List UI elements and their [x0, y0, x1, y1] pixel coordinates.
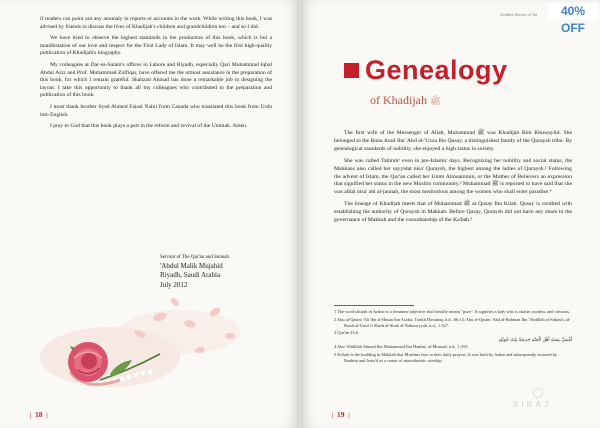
honorific-glyph: ﷺ [429, 97, 441, 107]
watermark: SIRAJ [513, 400, 552, 409]
footnote-3: 3 Qur'an 33:6. [334, 330, 360, 336]
right-page-number: ❘ 19 ❘ [330, 410, 352, 419]
footnote-5: 5 Ka'bah is the building in Makkah that Muslims face in their daily prayers. It was built by Adam and subsequently restored by Ibrahim and Isma'il as a center of monotheistic worship. [334, 351, 558, 363]
chapter-subtitle [370, 93, 441, 109]
watermark-logo-icon [533, 388, 543, 398]
right-paragraph-1: The first wife of the Messenger of Allah, Muhammad ﷺ was Khadijah Bint Khuwaylid. She belonged to the Banu Asad Ibn 'Abd al-'Uzza Ibn Qusay, a distinguished family of the Quraysh tribe. By genealogical standards of nobility, she enjoyed a high status in society. [334, 130, 572, 152]
left-paragraph-3: My colleagues at Dar-us-Salam's offices in Lahore and Riyadh, especially Qari Muhammad Iqbal Abdul Aziz and Prof. Muhammad Zulfiqar, have offered me the utmost assistance in the preparation of this book, for which I remain grateful. Shahzad Ahmad has done a remarkable job in designing the layout. I take this opportunity to thank all my colleagues who contributed to the preparation and publication of this book. [40, 61, 272, 99]
footnotes [334, 309, 572, 365]
right-paragraph-2: She was called Tahirah¹ even in pre-Islamic days. Recognizing her nobility and social status, the Makkans also called her sayyidat nisa' Quraysh, the highest among the ladies of Quraysh.² Following the advent of Islam, the Qur'an called her Umm Almuaminin, or the Mother of Believers an expression that signified her status in the new Muslim community.³ Muhammad ﷺ is reported to have said that she was afdal nisa' ahl al-jannah, the most meritorious among the women who shall enter paradise.⁴ [334, 157, 572, 196]
left-paragraph-2: We have tried to observe the highest standards in the production of this book, which is but a manifestation of our love and respect for the First Lady of Islam. It may well be the first high-quality publication of Khadijah's biography. [40, 35, 272, 57]
left-page-number-value: 18 [34, 410, 43, 419]
footnote-4: 4 Abu 'Abdillah Ahmad Ibn Muhammad Ibn Hanbal, al-Musnad, n.d., 1:293. [334, 343, 469, 349]
signature-block [160, 255, 280, 290]
running-head: Golden Stories of Sa [500, 12, 538, 17]
right-paragraph-3: The lineage of Khadijah meets that of Muhammad ﷺ at Qusay Ibn Kilab. Qusay is credited with establishing the authority of Quraysh in Makkah. Before Qusay, Quraysh did not have any share in the governance of Makkah and the custodianship of the Ka'bah.⁵ [334, 201, 572, 224]
left-paragraph-5: I pray to God that this book plays a part in the reform and revival of the Ummah. Amen. [50, 123, 248, 130]
footnote-2: 2 Abu al-Qasim 'Ali Ibn al-Hasan Ibn Asakir, Tarikh Dimashq, n.d., 66:14; Abu al-Qasim 'Abd al-Rahman Ibn 'Abdillah al-Suhayli, al-Rawd al-Unuf fi Sharh al-Sirah al-Nabawiyyah, n.d., 1:327. [334, 316, 571, 328]
footnote-1: 1 The word tahirah in Arabic is a feminine adjective that literally means "pure". It signifies a lady who is chaste, modest, and virtuous. [334, 309, 571, 314]
left-page-text [40, 16, 272, 135]
chapter-subtitle-text: of Khadijah [370, 93, 427, 107]
title-marker-square [344, 63, 359, 78]
left-paragraph-4: I must thank brother Syed Ahmed Faisal Nahri from Canada who translated this book from Urdu into English. [40, 103, 272, 118]
discount-badge: 40% OFF [548, 3, 598, 20]
signature-place: Riyadh, Saudi Arabia [160, 271, 221, 279]
chapter-title: Genealogy [365, 55, 508, 85]
left-paragraph-1: if readers can point out any anomaly in reports or accounts in the work. While writing this book, I was advised by friends to discuss the lives of Khadijah's children and grandchildren too – and so I did. [40, 16, 272, 30]
right-page-number-value: 19 [336, 410, 345, 419]
signature-name: 'Abdul Malik Mujahid [160, 261, 223, 270]
left-page-number: ❘ 18 ❘ [28, 410, 50, 419]
signature-date: July 2012 [160, 280, 188, 289]
arabic-quote-line: أَفْضَلُ نِسَاءِ أَهْلِ الْجَنَّةِ خَدِيجَةُ بِنْتُ خُوَيْلِدٍ [498, 337, 572, 343]
signature-line-1: Servant of The Qur'an and Sunnah [160, 255, 229, 260]
right-page-text [334, 130, 572, 229]
footnote-rule [334, 305, 414, 306]
